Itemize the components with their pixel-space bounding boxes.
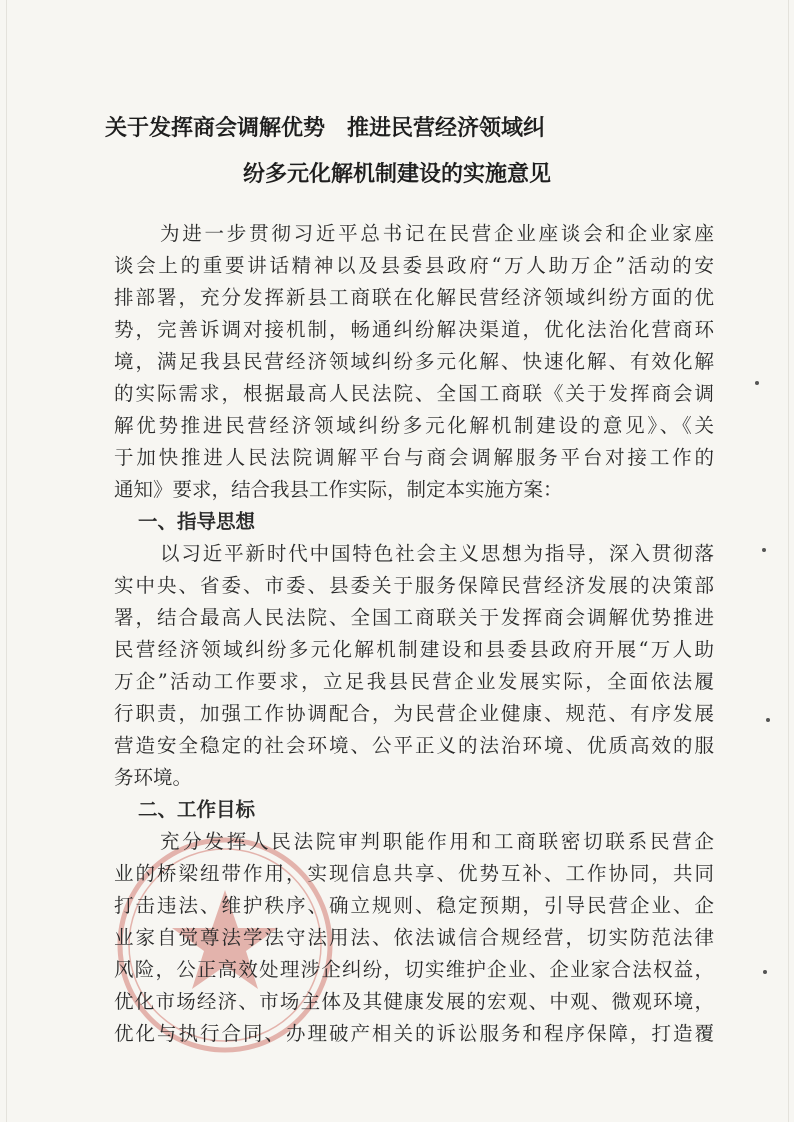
section-heading-1: 一、指导思想 [138, 510, 256, 533]
paragraph-line: 势，完善诉调对接机制，畅通纠纷解决渠道，优化法治化营商环 [114, 318, 714, 341]
paragraph-line: 优化市场经济、市场主体及其健康发展的宏观、中观、微观环境， [114, 990, 714, 1013]
paragraph-line: 打击违法、维护秩序、确立规则、稳定预期，引导民营企业、企 [114, 894, 714, 917]
scan-speck [766, 718, 770, 722]
document-body [114, 218, 714, 1050]
document-title-line2: 纷多元化解机制建设的实施意见 [242, 162, 551, 187]
paragraph-line: 万企”活动工作要求，立足我县民营企业发展实际，全面依法履 [114, 670, 714, 693]
scan-speck [755, 381, 759, 385]
paragraph-line: 实中央、省委、市委、县委关于服务保障民营经济发展的决策部 [114, 574, 714, 597]
paragraph-line: 业家自觉尊法学法守法用法、依法诚信合规经营，切实防范法律 [114, 926, 714, 949]
paragraph-line: 营造安全稳定的社会环境、公平正义的法治环境、优质高效的服 [114, 734, 714, 757]
paragraph-line: 署，结合最高人民法院、全国工商联关于发挥商会调解优势推进 [114, 606, 714, 629]
paragraph-line: 民营经济领域纠纷多元化解机制建设和县委县政府开展“万人助 [114, 638, 714, 661]
scan-speck [762, 548, 766, 552]
section-heading-2: 二、工作目标 [138, 798, 256, 821]
paragraph-line: 业的桥梁纽带作用，实现信息共享、优势互补、工作协同，共同 [114, 862, 714, 885]
scan-edge [6, 0, 7, 1122]
paragraph-line: 风险，公正高效处理涉企纠纷，切实维护企业、企业家合法权益， [114, 958, 714, 981]
paragraph-line: 优化与执行合同、办理破产相关的诉讼服务和程序保障，打造覆 [114, 1022, 714, 1045]
paragraph-line: 充分发挥人民法院审判职能作用和工商联密切联系民营企 [160, 830, 714, 853]
paragraph-line: 以习近平新时代中国特色社会主义思想为指导，深入贯彻落 [160, 542, 714, 565]
scan-edge [788, 0, 789, 1122]
paragraph-line: 于加快推进人民法院调解平台与商会调解服务平台对接工作的 [114, 446, 714, 469]
paragraph-line: 通知》要求，结合我县工作实际，制定本实施方案： [114, 478, 563, 501]
paragraph-line: 为进一步贯彻习近平总书记在民营企业座谈会和企业家座 [160, 222, 714, 245]
paragraph-line: 排部署，充分发挥新县工商联在化解民营经济领域纠纷方面的优 [114, 286, 714, 309]
paragraph-line: 谈会上的重要讲话精神以及县委县政府“万人助万企”活动的安 [114, 254, 714, 277]
document-title-line1: 关于发挥商会调解优势 推进民营经济领域纠 [105, 116, 546, 141]
scan-speck [763, 970, 767, 974]
paragraph-line: 的实际需求，根据最高人民法院、全国工商联《关于发挥商会调 [114, 382, 714, 405]
paragraph-line: 行职责，加强工作协调配合，为民营企业健康、规范、有序发展 [114, 702, 714, 725]
paragraph-line: 解优势推进民营经济领域纠纷多元化解机制建设的意见》、《关 [114, 414, 714, 437]
paragraph-line: 务环境。 [114, 766, 193, 789]
paragraph-line: 境，满足我县民营经济领域纠纷多元化解、快速化解、有效化解 [114, 350, 714, 373]
